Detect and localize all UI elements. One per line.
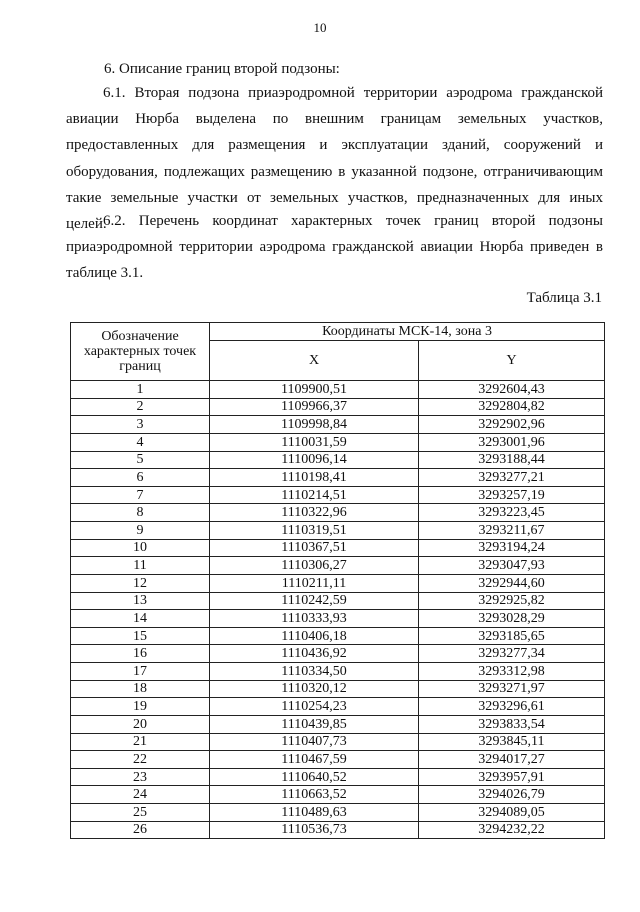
cell-x: 1110214,51: [210, 486, 419, 504]
cell-point-number: 23: [71, 768, 210, 786]
table-row: [71, 627, 605, 645]
paragraph-6-2-text: 6.2. Перечень координат характерных точек границ второй подзоны приаэродромной территории аэродрома гражданской авиации Нюрба приведен в таблице 3.1.: [66, 213, 603, 282]
cell-y: 3294026,79: [419, 786, 605, 804]
cell-x: 1109900,51: [210, 381, 419, 399]
cell-point-number: 24: [71, 786, 210, 804]
cell-y: 3293047,93: [419, 557, 605, 575]
table-body: [71, 381, 605, 839]
section-title: 6. Описание границ второй подзоны:: [104, 61, 340, 77]
cell-point-number: 11: [71, 557, 210, 575]
table-row: [71, 486, 605, 504]
cell-x: 1110306,27: [210, 557, 419, 575]
table-row: [71, 433, 605, 451]
coordinates-table: [70, 322, 605, 839]
cell-point-number: 17: [71, 663, 210, 681]
cell-point-number: 13: [71, 592, 210, 610]
table-row: [71, 610, 605, 628]
cell-x: 1110640,52: [210, 768, 419, 786]
header-x: X: [210, 341, 419, 381]
cell-point-number: 22: [71, 751, 210, 769]
cell-point-number: 26: [71, 821, 210, 839]
cell-x: 1110536,73: [210, 821, 419, 839]
cell-y: 3294017,27: [419, 751, 605, 769]
header-coords-group: Координаты МСК-14, зона 3: [210, 323, 605, 341]
table-row: [71, 821, 605, 839]
cell-y: 3293188,44: [419, 451, 605, 469]
table-row: [71, 398, 605, 416]
cell-y: 3292804,82: [419, 398, 605, 416]
cell-x: 1110096,14: [210, 451, 419, 469]
table-row: [71, 804, 605, 822]
cell-y: 3293845,11: [419, 733, 605, 751]
table-row: [71, 768, 605, 786]
cell-y: 3293957,91: [419, 768, 605, 786]
cell-point-number: 12: [71, 574, 210, 592]
cell-point-number: 14: [71, 610, 210, 628]
cell-point-number: 18: [71, 680, 210, 698]
table-caption: Таблица 3.1: [526, 290, 602, 306]
cell-point-number: 15: [71, 627, 210, 645]
table-row: [71, 451, 605, 469]
cell-x: 1110319,51: [210, 522, 419, 540]
cell-x: 1110031,59: [210, 433, 419, 451]
cell-x: 1110467,59: [210, 751, 419, 769]
cell-point-number: 9: [71, 522, 210, 540]
table-row: [71, 557, 605, 575]
cell-y: 3293312,98: [419, 663, 605, 681]
table-row: [71, 469, 605, 487]
table-row: [71, 715, 605, 733]
cell-y: 3292902,96: [419, 416, 605, 434]
cell-x: 1110436,92: [210, 645, 419, 663]
cell-x: 1110254,23: [210, 698, 419, 716]
cell-point-number: 4: [71, 433, 210, 451]
cell-y: 3293271,97: [419, 680, 605, 698]
cell-y: 3293001,96: [419, 433, 605, 451]
header-y: Y: [419, 341, 605, 381]
table-row: [71, 663, 605, 681]
table-row: [71, 522, 605, 540]
table-row: [71, 733, 605, 751]
table-row: [71, 786, 605, 804]
cell-y: 3293194,24: [419, 539, 605, 557]
cell-point-number: 5: [71, 451, 210, 469]
cell-x: 1110334,50: [210, 663, 419, 681]
cell-x: 1110333,93: [210, 610, 419, 628]
cell-x: 1110322,96: [210, 504, 419, 522]
cell-x: 1110663,52: [210, 786, 419, 804]
cell-y: 3294232,22: [419, 821, 605, 839]
paragraph-6-1-text: 6.1. Вторая подзона приаэродромной территории аэродрома гражданской авиации Нюрба выделена по внешним границам земельных участков, предоставленных для размещения и эксплуатации зданий, сооружений и оборудования, подлежащих размещению в указанной подзоне, отграничивающим такие земельные участки от земельных участков, предназначенных для иных целей.: [66, 85, 603, 233]
table-row: [71, 539, 605, 557]
cell-y: 3293028,29: [419, 610, 605, 628]
cell-x: 1109998,84: [210, 416, 419, 434]
cell-x: 1110407,73: [210, 733, 419, 751]
table-row: [71, 645, 605, 663]
cell-x: 1110489,63: [210, 804, 419, 822]
cell-y: 3292944,60: [419, 574, 605, 592]
cell-point-number: 19: [71, 698, 210, 716]
cell-x: 1110367,51: [210, 539, 419, 557]
cell-x: 1110406,18: [210, 627, 419, 645]
table-row: [71, 381, 605, 399]
cell-y: 3292604,43: [419, 381, 605, 399]
cell-y: 3293257,19: [419, 486, 605, 504]
table-row: [71, 416, 605, 434]
table-row: [71, 574, 605, 592]
cell-y: 3293277,34: [419, 645, 605, 663]
cell-y: 3293833,54: [419, 715, 605, 733]
paragraph-6-2: [66, 208, 603, 287]
cell-y: 3293277,21: [419, 469, 605, 487]
cell-point-number: 3: [71, 416, 210, 434]
cell-x: 1110198,41: [210, 469, 419, 487]
header-designation: Обозначение характерных точек границ: [71, 323, 210, 381]
cell-x: 1110211,11: [210, 574, 419, 592]
cell-x: 1110320,12: [210, 680, 419, 698]
cell-point-number: 21: [71, 733, 210, 751]
cell-point-number: 10: [71, 539, 210, 557]
cell-point-number: 6: [71, 469, 210, 487]
cell-point-number: 1: [71, 381, 210, 399]
cell-x: 1109966,37: [210, 398, 419, 416]
cell-x: 1110242,59: [210, 592, 419, 610]
page-number: 10: [313, 20, 327, 35]
cell-x: 1110439,85: [210, 715, 419, 733]
cell-point-number: 7: [71, 486, 210, 504]
cell-y: 3293185,65: [419, 627, 605, 645]
cell-y: 3294089,05: [419, 804, 605, 822]
cell-point-number: 8: [71, 504, 210, 522]
table-row: [71, 592, 605, 610]
cell-point-number: 20: [71, 715, 210, 733]
cell-point-number: 25: [71, 804, 210, 822]
cell-point-number: 16: [71, 645, 210, 663]
cell-point-number: 2: [71, 398, 210, 416]
cell-y: 3293296,61: [419, 698, 605, 716]
table-row: [71, 698, 605, 716]
cell-y: 3293223,45: [419, 504, 605, 522]
cell-y: 3292925,82: [419, 592, 605, 610]
cell-y: 3293211,67: [419, 522, 605, 540]
table-row: [71, 504, 605, 522]
table-row: [71, 751, 605, 769]
table-row: [71, 680, 605, 698]
